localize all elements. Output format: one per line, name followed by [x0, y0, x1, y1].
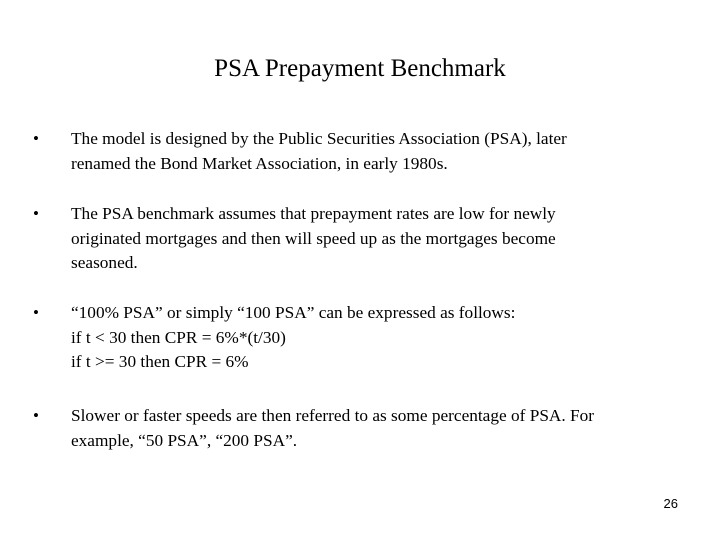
- bullet-icon: •: [33, 129, 39, 148]
- bullet-line: seasoned.: [71, 253, 138, 272]
- bullet-line: renamed the Bond Market Association, in early 1980s.: [71, 153, 448, 173]
- bullet-icon: •: [33, 204, 39, 223]
- bullet-text: [71, 127, 683, 176]
- bullet-text: [71, 404, 683, 453]
- bullet-icon: •: [33, 303, 39, 322]
- bullet-line: The model is designed by the Public Securities Association (PSA), later: [71, 129, 567, 148]
- bullet-line: Slower or faster speeds are then referred to as some percentage of PSA. For: [71, 406, 595, 425]
- bullet-line: originated mortgages and then will speed up as the mortgages become: [71, 228, 556, 248]
- bullet-line: The PSA benchmark assumes that prepayment rates are low for newly: [71, 204, 556, 223]
- bullet-icon: •: [33, 406, 39, 425]
- formula-line: if t < 30 then CPR = 6%*(t/30): [71, 327, 286, 347]
- formula-line: if t >= 30 then CPR = 6%: [71, 352, 249, 371]
- bullet-line: example, “50 PSA”, “200 PSA”.: [71, 430, 298, 450]
- bullet-text: [71, 301, 683, 375]
- bullet-text: [71, 202, 683, 276]
- slide-title: PSA Prepayment Benchmark: [214, 55, 506, 82]
- page-number: 26: [663, 496, 678, 511]
- bullet-line: “100% PSA” or simply “100 PSA” can be expressed as follows:: [71, 303, 516, 322]
